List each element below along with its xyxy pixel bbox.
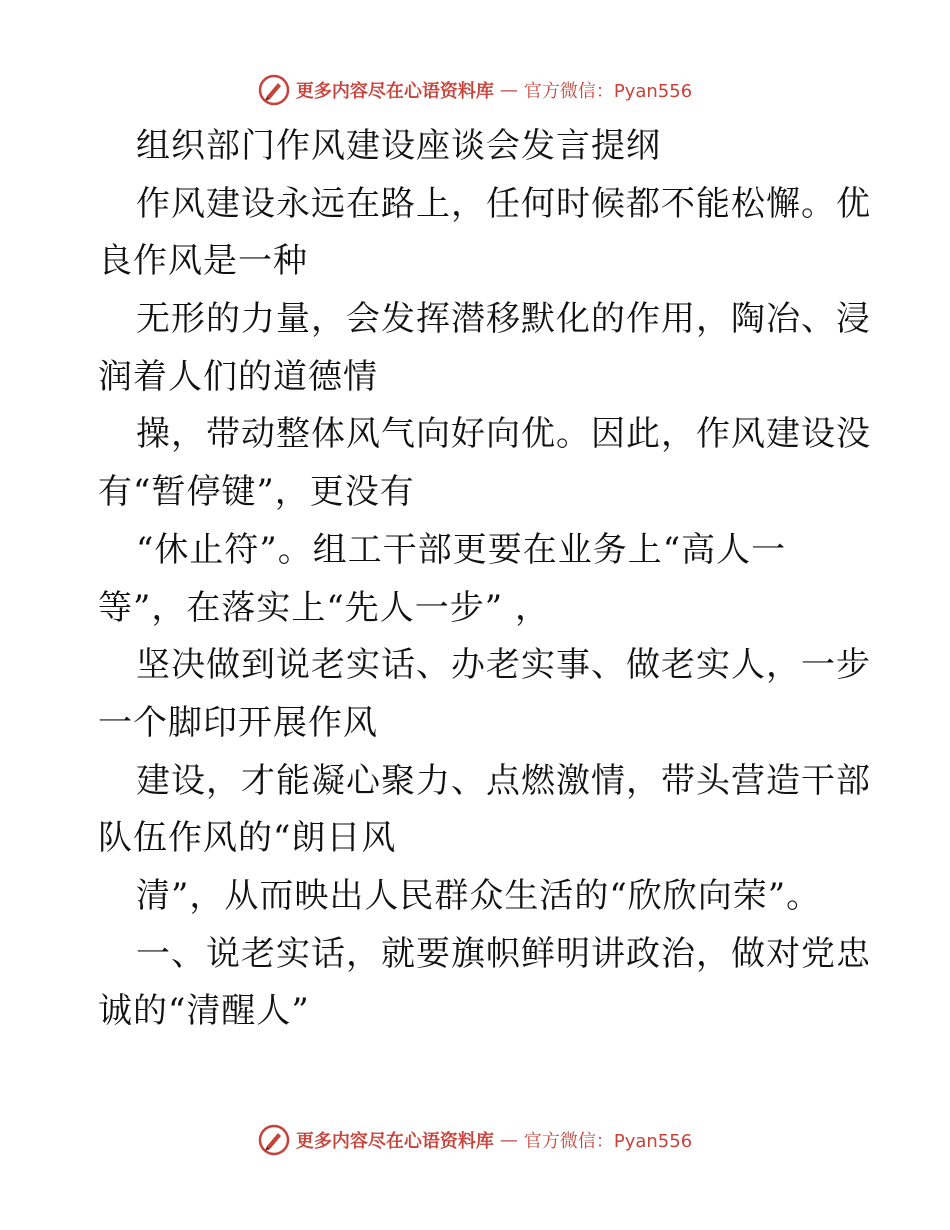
pen-logo-icon xyxy=(258,1124,290,1156)
text-line: 一、说老实话，就要旗帜鲜明讲政治，做对党忠 xyxy=(136,933,871,974)
text-line: 良作风是一种 xyxy=(98,241,308,282)
text-line: 有“暂停键”，更没有 xyxy=(98,472,415,513)
watermark-dash: — xyxy=(499,1129,518,1151)
text-line: 一个脚印开展作风 xyxy=(98,702,378,743)
watermark-wechat-text: 官方微信：Pyan556 xyxy=(523,81,693,102)
text-line: 队伍作风的“朗日风 xyxy=(98,818,397,859)
watermark-dash: — xyxy=(499,79,518,101)
document-body xyxy=(98,118,871,1041)
header-watermark xyxy=(0,70,950,110)
text-line: 清”，从而映出人民群众生活的“欣欣向荣”。 xyxy=(136,875,822,916)
text-line: 作风建设永远在路上，任何时候都不能松懈。优 xyxy=(136,183,871,224)
watermark-main-text: 更多内容尽在心语资料库 xyxy=(295,81,494,102)
footer-watermark xyxy=(0,1120,950,1160)
text-line: 诚的“清醒人” xyxy=(98,991,310,1032)
watermark-main-text: 更多内容尽在心语资料库 xyxy=(295,1131,494,1152)
text-line: 坚决做到说老实话、办老实事、做老实人，一步 xyxy=(136,645,871,686)
text-line: 组织部门作风建设座谈会发言提纲 xyxy=(136,126,661,166)
text-line: 润着人们的道德情 xyxy=(98,356,378,397)
text-line: 等”，在落实上“先人一步” ， xyxy=(98,587,550,628)
text-line: 无形的力量，会发挥潜移默化的作用，陶冶、浸 xyxy=(136,299,871,340)
watermark-wechat-text: 官方微信：Pyan556 xyxy=(523,1131,693,1152)
text-line: 操，带动整体风气向好向优。因此，作风建设没 xyxy=(136,414,871,455)
text-line: “休止符”。组工干部更要在业务上“高人一 xyxy=(136,529,787,570)
pen-logo-icon xyxy=(258,74,290,106)
text-line: 建设，才能凝心聚力、点燃激情，带头营造干部 xyxy=(136,760,871,801)
